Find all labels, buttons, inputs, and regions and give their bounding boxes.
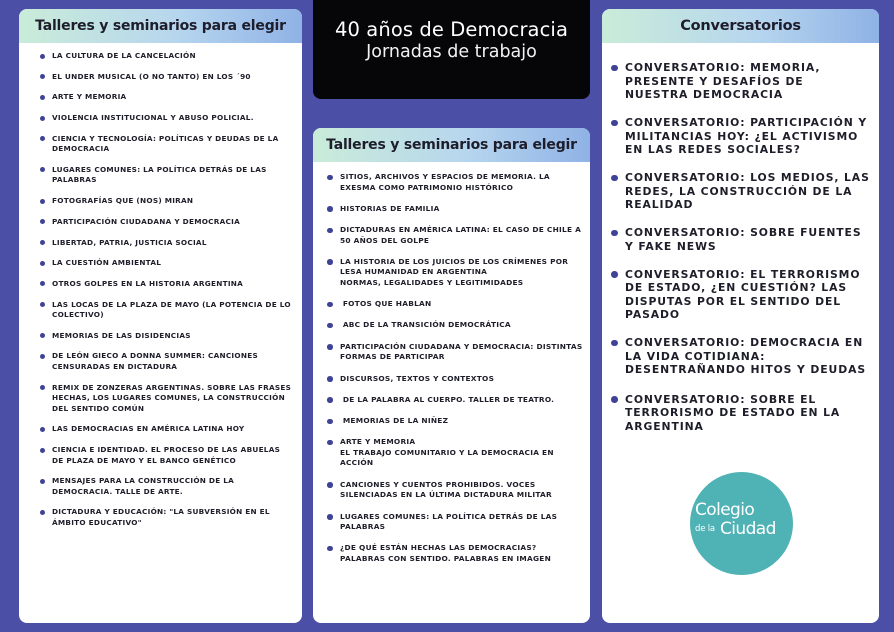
list-item xyxy=(38,51,294,62)
middle-card-header: Talleres y seminarios para elegir xyxy=(313,128,590,162)
list-item xyxy=(611,336,871,377)
bullet-dot xyxy=(40,167,45,172)
list-item-text: LIBERTAD, PATRIA, JUSTICIA SOCIAL xyxy=(52,237,207,247)
list-item-text: CANCIONES Y CUENTOS PROHIBIDOS. VOCES SILENCIADAS EN LA ÚLTIMA DICTADURA MILITAR xyxy=(340,479,552,500)
conversatorios-list xyxy=(602,43,879,433)
list-item-text: LAS LOCAS DE LA PLAZA DE MAYO (LA POTENCIA DE LO COLECTIVO) xyxy=(52,299,291,320)
bullet-dot xyxy=(327,482,333,488)
list-item xyxy=(325,395,584,406)
bullet-dot xyxy=(40,281,45,286)
list-item xyxy=(38,300,294,321)
list-item-text: PARTICIPACIÓN CIUDADANA Y DEMOCRACIA xyxy=(52,216,240,226)
bullet-dot xyxy=(611,396,618,403)
list-item xyxy=(38,165,294,186)
bullet-dot xyxy=(40,116,45,121)
bullet-dot xyxy=(40,95,45,100)
list-item xyxy=(325,172,584,193)
list-item-text: ARTE Y MEMORIA xyxy=(340,437,416,447)
list-item xyxy=(325,204,584,215)
list-item-text: MEMORIAS DE LAS DISIDENCIAS xyxy=(52,330,191,340)
list-item xyxy=(611,268,871,322)
list-item xyxy=(38,258,294,269)
bullet-dot xyxy=(40,261,45,266)
list-item-text: EL UNDER MUSICAL (O NO TANTO) EN LOS ´90 xyxy=(52,71,251,81)
list-item xyxy=(611,116,871,157)
list-item xyxy=(38,424,294,435)
right-card-header: Conversatorios xyxy=(602,9,879,43)
list-item-text: FOTOS QUE HABLAN xyxy=(340,299,432,309)
bullet-dot xyxy=(40,219,45,224)
bullet-dot xyxy=(327,546,333,552)
list-item-text: CONVERSATORIO: SOBRE EL TERRORISMO DE ESTADO EN LA ARGENTINA xyxy=(625,392,841,433)
list-item xyxy=(611,226,871,253)
page-subtitle: Jornadas de trabajo xyxy=(366,42,537,62)
middle-workshops-card xyxy=(313,128,590,623)
list-item xyxy=(38,383,294,415)
bullet-dot xyxy=(40,199,45,204)
list-item xyxy=(38,331,294,342)
list-item-text: LA CUESTIÓN AMBIENTAL xyxy=(52,258,162,268)
list-item xyxy=(325,320,584,331)
bullet-dot xyxy=(327,228,333,234)
bullet-dot xyxy=(611,175,618,182)
bullet-dot xyxy=(327,397,333,403)
list-item-text: NORMAS, LEGALIDADES Y LEGITIMIDADES xyxy=(340,277,524,287)
list-item xyxy=(38,238,294,249)
list-item-text: DISCURSOS, TEXTOS Y CONTEXTOS xyxy=(340,373,495,383)
bullet-dot xyxy=(327,302,333,308)
list-item xyxy=(325,374,584,385)
bullet-dot xyxy=(40,479,45,484)
list-item-text: ¿DE QUÉ ESTÁN HECHAS LAS DEMOCRACIAS? PALABRAS CON SENTIDO. PALABRAS EN IMAGEN xyxy=(340,543,552,563)
list-item xyxy=(38,134,294,155)
bullet-dot xyxy=(40,333,45,338)
bullet-dot xyxy=(611,271,618,278)
list-item-text: HISTORIAS DE FAMILIA xyxy=(340,203,440,213)
list-item-text: REMIX DE ZONZERAS ARGENTINAS. SOBRE LAS FRASES HECHAS, LOS LUGARES COMUNES, LA CONSTRUCCIÓN DEL SENTIDO COMÚN xyxy=(52,382,292,413)
list-item-text: OTROS GOLPES EN LA HISTORIA ARGENTINA xyxy=(52,278,244,288)
bullet-dot xyxy=(40,240,45,245)
list-item xyxy=(325,257,584,289)
list-item-text: LA CULTURA DE LA CANCELACIÓN xyxy=(52,51,196,60)
bullet-dot xyxy=(327,419,333,425)
bullet-dot xyxy=(40,74,45,79)
bullet-dot xyxy=(40,448,45,453)
list-item-text: CIENCIA Y TECNOLOGÍA: POLÍTICAS Y DEUDAS DE LA DEMOCRACIA xyxy=(52,133,279,154)
list-item-text: ARTE Y MEMORIA xyxy=(52,92,127,102)
bullet-dot xyxy=(327,206,333,212)
logo-text-ciudad: Ciudad xyxy=(720,519,776,539)
list-item xyxy=(611,393,871,434)
left-card-header: Talleres y seminarios para elegir xyxy=(19,9,302,43)
list-item-text: CONVERSATORIO: EL TERRORISMO DE ESTADO, ¿EN CUESTIÓN? LAS DISPUTAS POR EL SENTIDO DEL PASADO xyxy=(625,267,861,321)
list-item-text: CONVERSATORIO: MEMORIA, PRESENTE Y DESAFÍOS DE NUESTRA DEMOCRACIA xyxy=(625,61,821,101)
list-item xyxy=(325,512,584,533)
list-item-text: LA HISTORIA DE LOS JUICIOS DE LOS CRÍMENES POR LESA HUMANIDAD EN ARGENTINA xyxy=(340,256,572,277)
list-item-text: LAS DEMOCRACIAS EN AMÉRICA LATINA HOY xyxy=(52,424,245,434)
list-item-text: MENSAJES PARA LA CONSTRUCCIÓN DE LA DEMOCRACIA. TALLE DE ARTE. xyxy=(52,476,235,496)
list-item-text: PARTICIPACIÓN CIUDADANA Y DEMOCRACIA: DISTINTAS FORMAS DE PARTICIPAR xyxy=(340,341,586,362)
list-item xyxy=(38,217,294,228)
list-item xyxy=(325,299,584,310)
left-workshops-card xyxy=(19,9,302,623)
left-workshops-list xyxy=(19,43,302,528)
list-item-text: CIENCIA E IDENTIDAD. EL PROCESO DE LAS ABUELAS DE PLAZA DE MAYO Y EL BANCO GENÉTICO xyxy=(52,445,281,465)
bullet-dot xyxy=(611,65,618,72)
list-item xyxy=(38,196,294,207)
list-item-text: CONVERSATORIO: PARTICIPACIÓN Y MILITANCIAS HOY: ¿EL ACTIVISMO EN LAS REDES SOCIALES? xyxy=(625,116,868,156)
title-box xyxy=(313,0,590,99)
list-item-text: FOTOGRAFÍAS QUE (NOS) MIRAN xyxy=(52,196,194,206)
bullet-dot xyxy=(40,510,45,515)
list-item xyxy=(325,543,584,564)
list-item xyxy=(38,507,294,528)
list-item-text: LUGARES COMUNES: LA POLÍTICA DETRÁS DE LAS PALABRAS xyxy=(340,511,561,532)
middle-workshops-list xyxy=(313,162,590,564)
list-item xyxy=(325,437,584,469)
list-item xyxy=(325,416,584,427)
list-item-text: EL TRABAJO COMUNITARIO Y LA DEMOCRACIA EN ACCIÓN xyxy=(340,447,557,468)
list-item-text: MEMORIAS DE LA NIÑEZ xyxy=(340,416,449,426)
list-item-text: CONVERSATORIO: SOBRE FUENTES Y FAKE NEWS xyxy=(625,226,862,253)
bullet-dot xyxy=(40,427,45,432)
list-item-text: SITIOS, ARCHIVOS Y ESPACIOS DE MEMORIA. LA EXESMA COMO PATRIMONIO HISTÓRICO xyxy=(340,172,553,192)
bullet-dot xyxy=(327,259,333,265)
list-item xyxy=(611,61,871,102)
list-item-text: DE LA PALABRA AL CUERPO. TALLER DE TEATRO. xyxy=(340,394,555,404)
list-item xyxy=(38,72,294,83)
bullet-dot xyxy=(611,340,618,347)
list-item xyxy=(38,476,294,497)
list-item-text: DE LEÓN GIECO A DONNA SUMMER: CANCIONES CENSURADAS EN DICTADURA xyxy=(52,351,258,371)
logo-text-colegio: Colegio xyxy=(695,500,755,520)
bullet-dot xyxy=(611,120,618,127)
list-item xyxy=(38,92,294,103)
list-item-text: VIOLENCIA INSTITUCIONAL Y ABUSO POLICIAL. xyxy=(52,113,254,123)
colegio-de-la-ciudad-logo xyxy=(690,472,793,575)
list-item xyxy=(325,480,584,501)
list-item xyxy=(325,225,584,246)
list-item xyxy=(38,351,294,372)
list-item xyxy=(38,445,294,466)
list-item-text: CONVERSATORIO: LOS MEDIOS, LAS REDES, LA CONSTRUCCIÓN DE LA REALIDAD xyxy=(625,171,870,211)
list-item xyxy=(38,279,294,290)
page-title: 40 años de Democracia xyxy=(335,18,568,41)
bullet-dot xyxy=(611,230,618,237)
bullet-dot xyxy=(327,175,333,181)
list-item xyxy=(38,113,294,124)
list-item-text: CONVERSATORIO: DEMOCRACIA EN LA VIDA COTIDIANA: DESENTRAÑANDO HITOS Y DEUDAS xyxy=(625,336,866,376)
bullet-dot xyxy=(327,440,333,446)
bullet-dot xyxy=(327,376,333,382)
list-item-text: DICTADURAS EN AMÉRICA LATINA: EL CASO DE CHILE A 50 AÑOS DEL GOLPE xyxy=(340,225,584,245)
list-item-text: DICTADURA Y EDUCACIÓN: "LA SUBVERSIÓN EN EL ÁMBITO EDUCATIVO" xyxy=(52,507,270,527)
bullet-dot xyxy=(40,385,45,390)
list-item xyxy=(325,342,584,363)
bullet-dot xyxy=(327,323,333,329)
bullet-dot xyxy=(40,354,45,359)
list-item-text: LUGARES COMUNES: LA POLÍTICA DETRÁS DE LAS PALABRAS xyxy=(52,164,267,185)
bullet-dot xyxy=(40,302,45,307)
list-item xyxy=(611,171,871,212)
logo-text-de-la: de la xyxy=(695,524,715,534)
list-item-text: ABC DE LA TRANSICIÓN DEMOCRÁTICA xyxy=(340,320,511,330)
bullet-dot xyxy=(40,54,45,59)
bullet-dot xyxy=(40,136,45,141)
bullet-dot xyxy=(327,514,333,520)
bullet-dot xyxy=(327,344,333,350)
